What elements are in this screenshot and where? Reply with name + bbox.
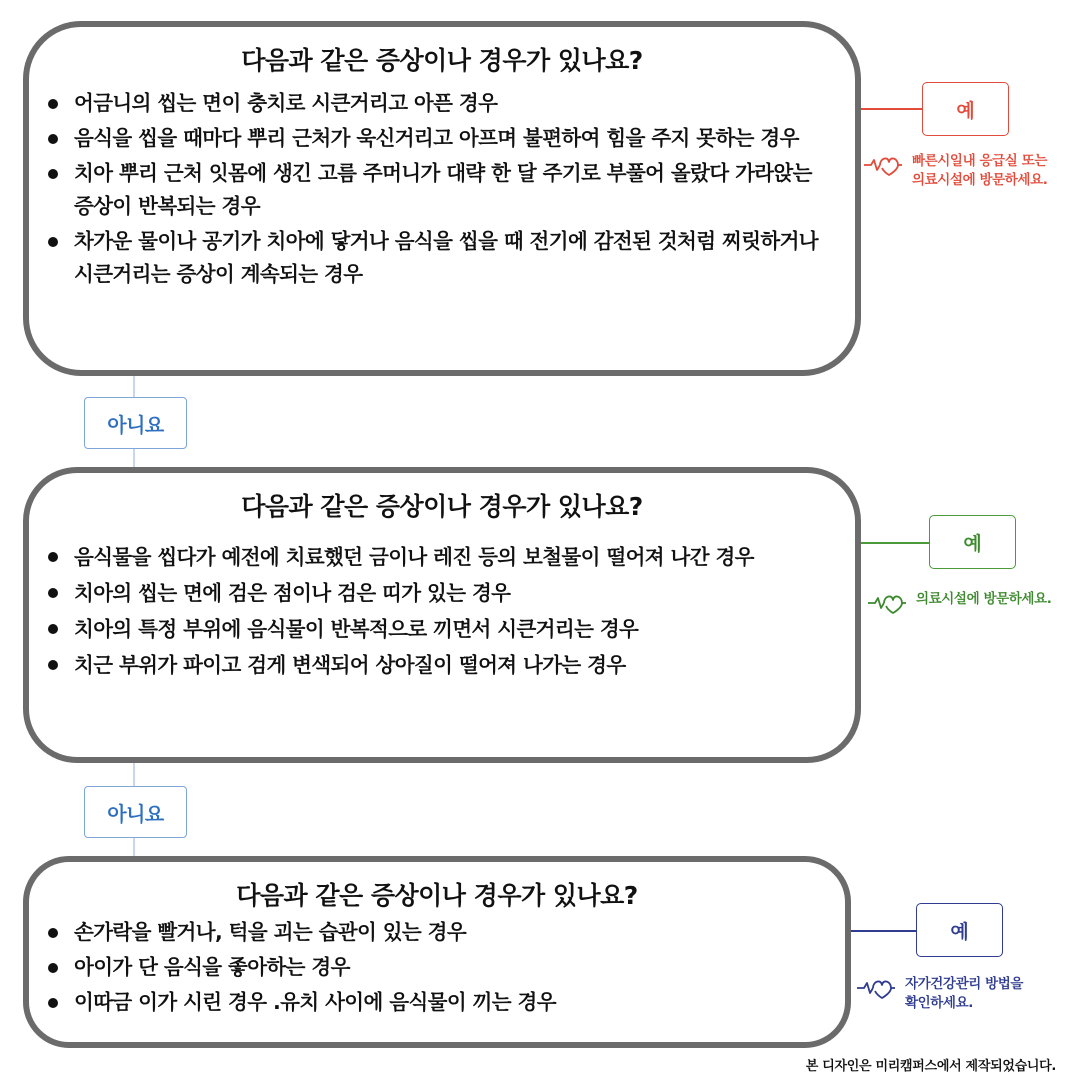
question-title: 다음과 같은 증상이나 경우가 있나요? [241,46,643,75]
advice-note [866,590,1051,615]
list-item: 손가락을 빨거나, 턱을 괴는 습관이 있는 경우 [46,916,827,949]
advice-note [862,152,1047,190]
advice-text: 빠른시일내 응급실 또는 의료시설에 방문하세요. [912,153,1048,188]
no-button[interactable]: 아니요 [84,786,187,838]
question-title: 다음과 같은 증상이나 경우가 있나요? [236,881,638,910]
question-box-1 [23,21,861,376]
heartbeat-icon [866,591,908,615]
symptom-list [46,916,827,1021]
list-item: 치아의 씹는 면에 검은 점이나 검은 띠가 있는 경우 [46,576,837,610]
footer-credit: 본 디자인은 미리캠퍼스에서 제작되었습니다. [805,1059,1056,1074]
yes-button[interactable]: 예 [922,82,1009,136]
question-box-3 [23,856,851,1048]
advice-text: 의료시설에 방문하세요. [916,591,1052,607]
no-button[interactable]: 아니요 [84,397,187,449]
advice-text: 자가건강관리 방법을 확인하세요. [905,976,1024,1011]
yes-connector-line [851,930,916,932]
list-item: 음식을 씹을 때마다 뿌리 근처가 욱신거리고 아프며 불편하여 힘을 주지 못하는 경우 [46,122,837,155]
yes-connector-line [861,108,923,110]
heartbeat-icon [855,976,897,1000]
heartbeat-icon [862,153,904,177]
list-item: 치아 뿌리 근처 잇몸에 생긴 고름 주머니가 대략 한 달 주기로 부풀어 올랐다 가라앉는 증상이 반복되는 경우 [46,157,837,223]
list-item: 음식물을 씹다가 예전에 치료했던 금이나 레진 등의 보철물이 떨어져 나간 경우 [46,540,837,574]
list-item: 이따금 이가 시린 경우 .유치 사이에 음식물이 끼는 경우 [46,986,827,1019]
symptom-list [46,540,837,684]
symptom-list [46,87,837,293]
yes-button[interactable]: 예 [929,515,1016,569]
advice-note [855,975,1023,1013]
question-title: 다음과 같은 증상이나 경우가 있나요? [241,492,643,521]
yes-button[interactable]: 예 [916,903,1003,957]
list-item: 어금니의 씹는 면이 충치로 시큰거리고 아픈 경우 [46,87,837,120]
list-item: 차가운 물이나 공기가 치아에 닿거나 음식을 씹을 때 전기에 감전된 것처럼 찌릿하거나 시큰거리는 증상이 계속되는 경우 [46,225,837,291]
list-item: 아이가 단 음식을 좋아하는 경우 [46,951,827,984]
yes-connector-line [861,542,929,544]
question-box-2 [23,467,861,763]
list-item: 치아의 특정 부위에 음식물이 반복적으로 끼면서 시큰거리는 경우 [46,612,837,646]
list-item: 치근 부위가 파이고 검게 변색되어 상아질이 떨어져 나가는 경우 [46,648,837,682]
